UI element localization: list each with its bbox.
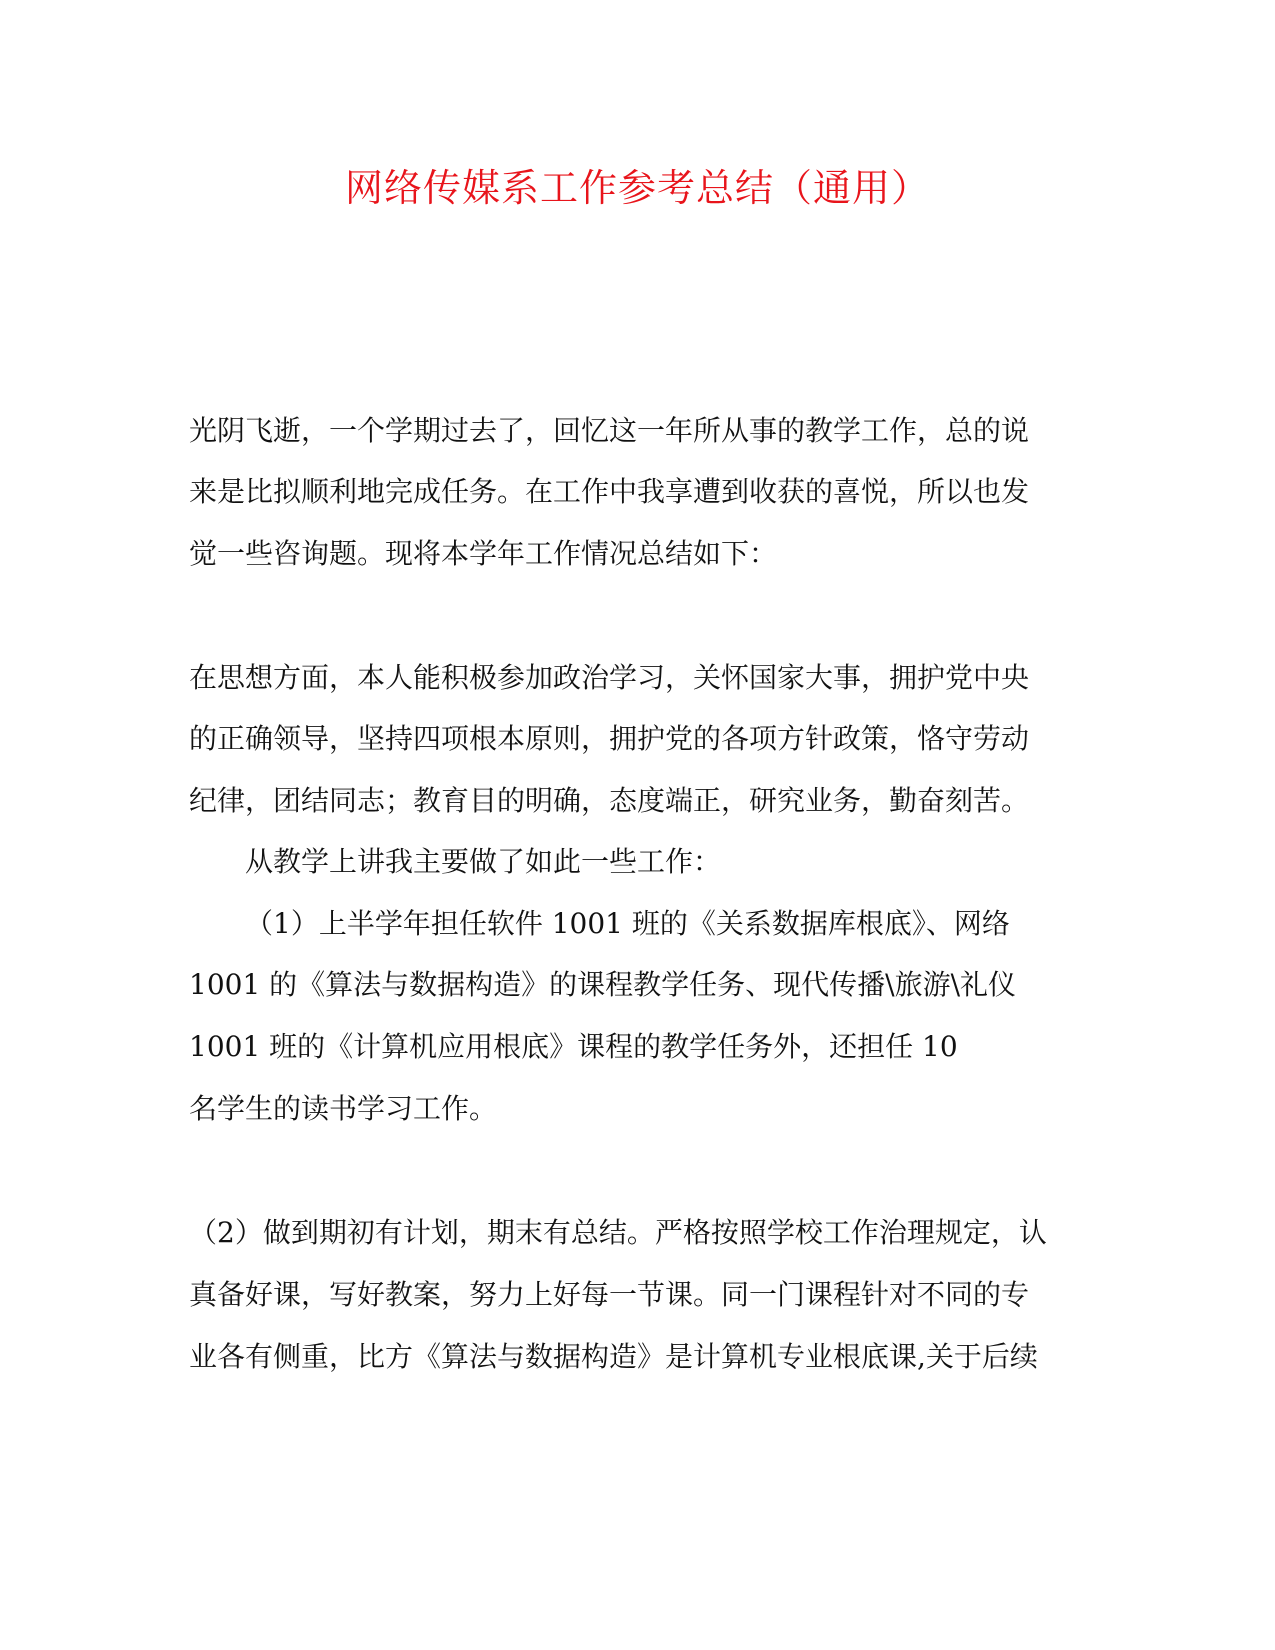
paragraph-item1-line-2: 1001 的《算法与数据构造》的课程教学任务、现代传播\旅游\礼仪: [189, 968, 1017, 1001]
paragraph-intro-line-1: 光阴飞逝，一个学期过去了，回忆这一年所从事的教学工作，总的说: [189, 414, 1030, 447]
paragraph-intro-line-3: 觉一些咨询题。现将本学年工作情况总结如下：: [189, 537, 778, 570]
paragraph-thought-line-2: 的正确领导，坚持四项根本原则，拥护党的各项方针政策，恪守劳动: [189, 722, 1030, 755]
paragraph-item2-line-2: 真备好课，写好教案，努力上好每一节课。同一门课程针对不同的专: [189, 1278, 1030, 1311]
paragraph-thought-line-3: 纪律，团结同志；教育目的明确，态度端正，研究业务，勤奋刻苦。: [189, 784, 1030, 817]
paragraph-item1-line-1: （1）上半学年担任软件 1001 班的《关系数据库根底》、网络: [245, 907, 1010, 940]
paragraph-thought-line-1: 在思想方面，本人能积极参加政治学习，关怀国家大事，拥护党中央: [189, 661, 1030, 694]
paragraph-item1-line-4: 名学生的读书学习工作。: [189, 1092, 498, 1125]
paragraph-teaching-intro-line-1: 从教学上讲我主要做了如此一些工作：: [245, 845, 722, 878]
paragraph-item1-line-3: 1001 班的《计算机应用根底》课程的教学任务外，还担任 10: [189, 1030, 958, 1063]
paragraph-item2-line-1: （2）做到期初有计划，期末有总结。严格按照学校工作治理规定，认: [189, 1216, 1047, 1249]
paragraph-intro-line-2: 来是比拟顺利地完成任务。在工作中我享遭到收获的喜悦，所以也发: [189, 475, 1030, 508]
paragraph-item2-line-3: 业各有侧重，比方《算法与数据构造》是计算机专业根底课,关于后续: [189, 1340, 1038, 1373]
document-title: 网络传媒系工作参考总结（通用）: [344, 166, 930, 210]
